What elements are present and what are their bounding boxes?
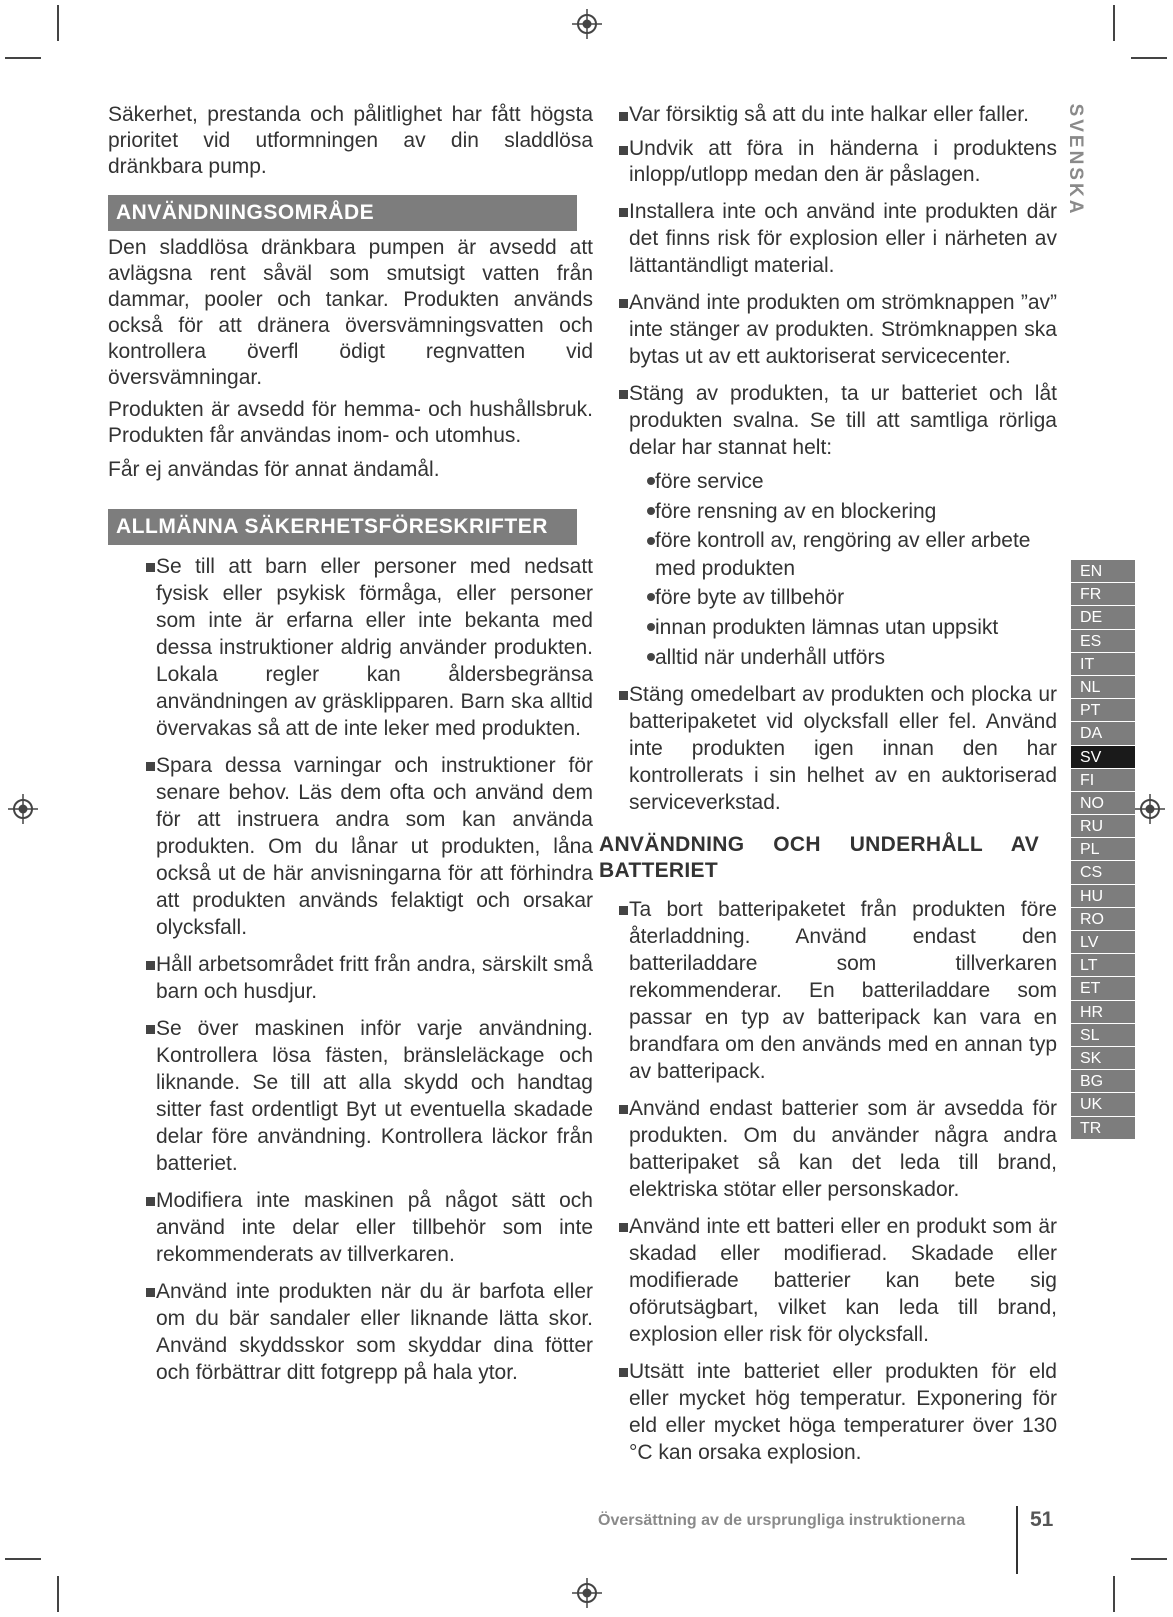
crop-mark <box>5 57 41 59</box>
usage-paragraph: Den sladdlösa dränkbara pumpen är avsedd att avlägsna rent såväl som smutsigt vatten från dammar, pooler och tankar. Produkten används också för att dränera översvämningsvatten och kontrollera överfl ödigt regnvatten vid översvämningar. <box>108 236 593 389</box>
language-tab-pt[interactable]: PT <box>1071 699 1135 722</box>
crop-mark <box>57 5 59 41</box>
language-tab-bg[interactable]: BG <box>1071 1070 1135 1093</box>
language-tab-fr[interactable]: FR <box>1071 583 1135 606</box>
left-column <box>108 102 593 1386</box>
language-tab-sl[interactable]: SL <box>1071 1024 1135 1047</box>
language-tab-sv[interactable]: SV <box>1071 746 1135 769</box>
crop-mark <box>57 1576 59 1612</box>
language-tab-it[interactable]: IT <box>1071 653 1135 676</box>
list-item: Modifiera inte maskinen på något sätt och använd inte delar eller tillbehör som inte rekommenderats av tillverkaren. <box>128 1187 593 1268</box>
language-tab-pl[interactable]: PL <box>1071 838 1135 861</box>
safety-heading: ALLMÄNNA SÄKERHETSFÖRESKRIFTER <box>108 509 577 545</box>
list-item: Använd inte produkten om strömknappen ”av” inte stänger av produkten. Strömknappen ska bytas ut av ett auktoriserat servicecenter. <box>601 289 1057 370</box>
registration-mark-icon <box>8 794 38 824</box>
list-item: Undvik att föra in händerna i produktens inlopp/utlopp medan den är påslagen. <box>601 136 1057 188</box>
registration-mark-icon <box>572 1578 602 1608</box>
language-tab-en[interactable]: EN <box>1071 560 1135 583</box>
list-item: Se till att barn eller personer med nedsatt fysisk eller psykisk förmåga, eller personer som inte är erfarna eller inte bekanta med dessa instruktioner aldrig använder produkten. Lokala regler kan åldersbegränsa användningen av gräsklipparen. Barn ska alltid övervakas så att de inte leker med produkten. <box>128 553 593 742</box>
list-item: Håll arbetsområdet fritt från andra, särskilt små barn och husdjur. <box>128 951 593 1005</box>
right-column <box>599 102 1087 1466</box>
usage-heading: ANVÄNDNINGSOMRÅDE <box>108 195 577 231</box>
list-item: Använd inte produkten när du är barfota eller om du bär sandaler eller liknande lätta skor. Använd skyddsskor som skyddar dina fötter och förbättrar ditt fotgrepp på hala ytor. <box>128 1278 593 1386</box>
list-item: Ta bort batteripaketet från produkten före återladdning. Använd endast den batteriladdare som tillverkaren rekommenderar. En batteriladdare som passar en typ av batteripack kan vara en brandfara om den används med en annan typ av batteripack. <box>601 896 1057 1085</box>
intro-paragraph: Säkerhet, prestanda och pålitlighet har fått högsta prioritet vid utformningen av din sladdlösa dränkbara pump. <box>108 103 593 178</box>
language-tab-de[interactable]: DE <box>1071 606 1135 629</box>
language-tab-es[interactable]: ES <box>1071 630 1135 653</box>
battery-bullet-list <box>601 896 1087 1466</box>
list-item: Spara dessa varningar och instruktioner för senare behov. Läs dem ofta och använd dem för att instruera andra som kan använda produkten. Om du lånar ut produkten, låna också ut de här anvisningarna för att förhindra att produkten används felaktigt och orsakar olycksfall. <box>128 752 593 941</box>
crop-mark <box>1113 1576 1115 1612</box>
crop-mark <box>5 1558 41 1560</box>
sub-list-item: före service <box>599 467 1057 497</box>
page-number: 51 <box>1030 1508 1054 1531</box>
crop-mark <box>1131 57 1167 59</box>
list-item: Installera inte och använd inte produkten där det finns risk för explosion eller i närheten av lättantändligt material. <box>601 198 1057 279</box>
language-tab-nl[interactable]: NL <box>1071 676 1135 699</box>
sub-list-item: före byte av tillbehör <box>599 583 1057 613</box>
sub-list-item: alltid när underhåll utförs <box>599 643 1057 673</box>
safety-bullet-after <box>601 681 1087 816</box>
language-tab-tr[interactable]: TR <box>1071 1117 1135 1140</box>
footer-text: Översättning av de ursprungliga instruktionerna <box>598 1512 966 1529</box>
list-item: Stäng omedelbart av produkten och plocka ur batteripaketet vid olycksfall eller fel. Använd inte produkten igen innan den har kontrollerats i sin helhet av en auktoriserad serviceverkstad. <box>601 681 1057 816</box>
safety-bullet-list-continued <box>601 102 1087 461</box>
sub-list-item: före kontroll av, rengöring av eller arbete med produkten <box>599 527 1057 583</box>
sub-bullet-list <box>599 467 1087 673</box>
list-item: Använd inte ett batteri eller en produkt som är skadad eller modifierad. Skadade eller modifierade batterier kan bete sig oförutsägbart, vilket kan leda till brand, explosion eller risk för olycksfall. <box>601 1213 1057 1348</box>
registration-mark-icon <box>572 9 602 39</box>
usage-paragraph: Får ej användas för annat ändamål. <box>108 458 440 481</box>
language-tab-hr[interactable]: HR <box>1071 1001 1135 1024</box>
sub-list-item: före rensning av en blockering <box>599 497 1057 527</box>
safety-bullet-list <box>128 553 593 1386</box>
language-tab-hu[interactable]: HU <box>1071 885 1135 908</box>
usage-paragraph: Produkten är avsedd för hemma- och hushållsbruk. Produkten får användas inom- och utomhus. <box>108 398 593 447</box>
language-tab-lt[interactable]: LT <box>1071 954 1135 977</box>
language-side-label: SVENSKA <box>1065 103 1086 217</box>
language-tab-ru[interactable]: RU <box>1071 815 1135 838</box>
language-tab-lv[interactable]: LV <box>1071 931 1135 954</box>
list-item: Använd endast batterier som är avsedda för produkten. Om du använder några andra batteripaket så kan det leda till brand, elektriska stötar eller personskador. <box>601 1095 1057 1203</box>
list-item: Utsätt inte batteriet eller produkten för eld eller mycket hög temperatur. Exponering för eld eller mycket höga temperaturer över 130 °C kan orsaka explosion. <box>601 1358 1057 1466</box>
list-item: Var försiktig så att du inte halkar eller faller. <box>601 102 1057 128</box>
battery-heading: ANVÄNDNING OCH UNDERHÅLL AV BATTERIET <box>599 833 1039 882</box>
language-tab-no[interactable]: NO <box>1071 792 1135 815</box>
language-tab-sk[interactable]: SK <box>1071 1047 1135 1070</box>
language-tab-uk[interactable]: UK <box>1071 1093 1135 1116</box>
language-tab-cs[interactable]: CS <box>1071 861 1135 884</box>
sub-list-item: innan produkten lämnas utan uppsikt <box>599 613 1057 643</box>
crop-mark <box>1131 1558 1167 1560</box>
registration-mark-icon <box>1135 794 1165 824</box>
list-item: Se över maskinen inför varje användning. Kontrollera lösa fästen, bränsleläckage och liknande. Se till att alla skydd och handtag sitter fast ordentligt Byt ut eventuella skadade delar före användning. Kontrollera läckor från batteriet. <box>128 1015 593 1177</box>
language-tab-et[interactable]: ET <box>1071 977 1135 1000</box>
language-tab-fi[interactable]: FI <box>1071 769 1135 792</box>
crop-mark <box>1113 5 1115 41</box>
language-tab-ro[interactable]: RO <box>1071 908 1135 931</box>
language-index <box>1071 560 1135 1140</box>
language-tab-da[interactable]: DA <box>1071 722 1135 745</box>
footer-divider <box>1016 1506 1018 1574</box>
list-item: Stäng av produkten, ta ur batteriet och låt produkten svalna. Se till att samtliga rörliga delar har stannat helt: <box>601 380 1057 461</box>
